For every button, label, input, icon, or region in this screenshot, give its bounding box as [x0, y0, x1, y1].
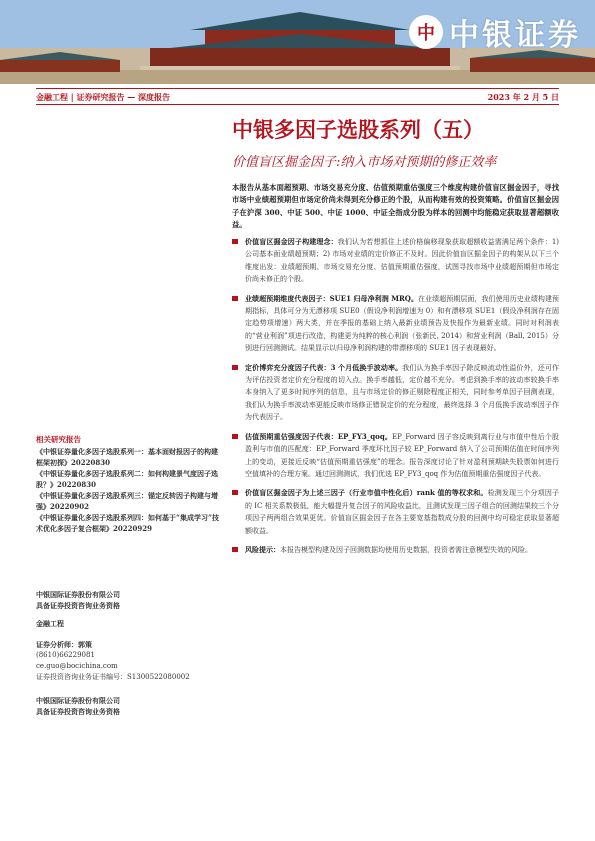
- key-point: [232, 293, 559, 355]
- report-date: 2023 年 2 月 5 日: [487, 92, 559, 102]
- bullet-square-icon: [232, 547, 238, 552]
- key-point-text: 我们认为换手率因子除反映流动性溢价外，还可作为评估投资者定价充分程度的切入点。换手率越低，定价越不充分。考虑到换手率的波动率较换手率本身纳入了更多时间序列的信息，且与市场定价的修正剔除程度正相关，同时参考单因子回测表现，我们认为换手率波动率更能反映市场修正错误定价的充分程度，最终选择 3 个月低换手波动率因子作为代表因子。: [245, 363, 559, 422]
- key-point-heading: 价值盲区掘金因子为上述三因子（行业市值中性化后）rank 值的等权求和。: [245, 488, 488, 498]
- abstract: [232, 182, 559, 232]
- company-qualification: 具备证券投资咨询业务资格: [36, 601, 120, 610]
- key-point-text: 在业绩超预期层面，我们使用历史业绩构建预期指标，具体可分为无漂移项 SUE0（假设净利润增速为 0）和有漂移项 SUE1（假设净利润存在固定趋势项增速）两大类，并在季报的基础上纳入最新业绩预告及快报作为最新业绩。同时对利润表的“营业利润”项进行改造，构建更为纯粹的核心利润（张新民, 2014）和营业利润（Ball, 2015）分别进行回测测试。结果显示以归母净利润构建的带漂移项的 SUE1 因子表现最好。: [245, 294, 560, 353]
- analyst-name: 证券分析师：郭策: [36, 640, 92, 649]
- related-report-link[interactable]: 《中银证券量化多因子选股系列四：如何基于“集成学习”技术优化多因子复合框架》20220929: [36, 513, 220, 533]
- key-point: [232, 431, 559, 481]
- bullet-square-icon: [232, 365, 238, 370]
- header-rule-top: [36, 88, 559, 89]
- company-info: [36, 589, 221, 611]
- key-point-text: 我们认为若想抓住上述价格偏移现象获取超额收益需满足两个条件：1) 公司基本面业绩超预期；2) 市场对业绩的定价修正不及时。因此价值盲区掘金因子的构架从以下三个维度出发：业绩超预期、市场交易充分度、估值预期重估强度，试图寻找市场中业绩超预期但市场定价尚未修正的个股。: [245, 238, 560, 284]
- company-logo: [409, 10, 581, 54]
- footer-qualification: 具备证券投资咨询业务资格: [36, 707, 120, 716]
- logo-text: 中银证券: [449, 18, 581, 53]
- related-report-link[interactable]: 《中银证券量化多因子选股系列一：基本面财报因子的构建框架初探》20220830: [36, 447, 218, 467]
- key-point-text: EP_Forward 因子容反映到离行业与市值中性后个股盈利与市值的匹配度：EP_Forward 季度环比因子较 EP_Forward 纳入了公司预期估值在时间序列上的变动，更接近反映“估值预期重估强度”的理念。报告深度讨论了针对盈利预期缺失股票如何进行空值填补的合理方案。通过回测测试，我们优选 EP_FY3_qoq 作为估值预期重估强度因子代表。: [245, 432, 559, 478]
- bullet-square-icon: [232, 239, 238, 244]
- related-reports-list: [36, 446, 221, 534]
- footer-company-name: 中银国际证券股份有限公司: [36, 696, 120, 705]
- related-report-link[interactable]: 《中银证券量化多因子选股系列二：如何构建景气度因子选股？》20220830: [36, 469, 218, 489]
- key-point: [232, 487, 559, 537]
- key-point-heading: 估值预期重估强度因子代表：EP_FY3_qoq。: [245, 431, 393, 441]
- key-point: [232, 362, 559, 424]
- key-point-heading: 业绩超预期维度代表因子：SUE1 归母净利润 MRQ。: [245, 293, 419, 303]
- bullet-square-icon: [232, 296, 238, 301]
- header-banner-image: [0, 0, 595, 84]
- key-point: [232, 236, 559, 286]
- related-reports-title: 相关研究报告: [36, 435, 81, 444]
- related-report-link[interactable]: 《中银证券量化多因子选股系列三：锚定反转因子构建与增强》20220902: [36, 491, 218, 511]
- key-point-text: 检测发现三个分项因子的 IC 相关系数极低，能大幅提升复合因子的风险收益比，且测试发现三因子组合的回测结果较三个分项因子两两组合效果更优。价值盲区掘金因子在各主要宽基指数成分股的回测中均可稳定获取显著超额收益。: [245, 489, 559, 535]
- footer-company: [36, 695, 120, 717]
- key-point-heading: 定价博弈充分度因子代表：3 个月低换手波动率。: [245, 362, 403, 372]
- bank-logo-icon: [409, 15, 443, 49]
- key-point-heading: 风险提示：: [245, 544, 280, 554]
- page-title: 中银多因子选股系列（五）: [232, 117, 484, 142]
- key-point-text: 本报告模型构建及因子回测数据均使用历史数据，投资者需注意模型失效的风险。: [280, 545, 532, 554]
- bullet-square-icon: [232, 434, 238, 439]
- page-subtitle: 价值盲区掘金因子:纳入市场对预期的修正效率: [232, 155, 497, 170]
- header-rule-bottom: [36, 104, 559, 105]
- key-point-heading: 价值盲区掘金因子构建理念：: [245, 237, 338, 246]
- analyst-info: [36, 639, 221, 683]
- bullet-square-icon: [232, 490, 238, 495]
- logo-symbol: 中: [417, 23, 435, 44]
- key-points-list: [232, 236, 559, 563]
- analyst-email[interactable]: ce.guo@bocichina.com: [36, 662, 118, 670]
- finance-label: 金融工程: [36, 619, 64, 628]
- key-point: [232, 544, 559, 556]
- company-name: 中银国际证券股份有限公司: [36, 590, 120, 599]
- report-category: 金融工程 | 证券研究报告 — 深度报告: [36, 92, 171, 102]
- analyst-phone: (8610)66229081: [36, 651, 95, 659]
- analyst-certificate: 证券投资咨询业务证书编号：S1300522080002: [36, 673, 190, 681]
- abstract-text: 本报告从基本面超预期、市场交易充分度、估值预期重估强度三个维度构建价值盲区掘金因子，寻找市场中业绩超预期但市场定价尚未得到充分修正的个股，从而构建有效的投资策略。价值盲区掘金因子在沪深 300、中证 500、中证 1000、中证全指成分股为样本的回测中均能稳定获取显著超额收益。: [232, 183, 559, 230]
